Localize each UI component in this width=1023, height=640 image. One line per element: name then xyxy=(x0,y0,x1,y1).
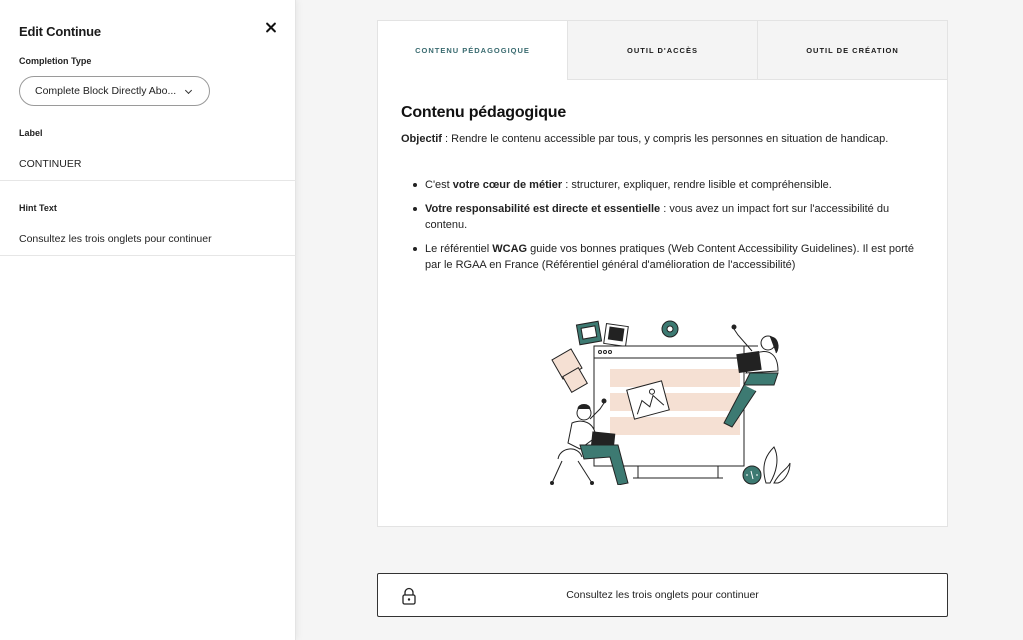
tab-bar xyxy=(378,21,947,80)
list-item: C'est votre cœur de métier : structurer, expliquer, rendre lisible et compréhensible. xyxy=(411,177,926,193)
completion-type-select[interactable] xyxy=(19,76,210,106)
completion-type-value: Complete Block Directly Abo... xyxy=(35,85,177,97)
completion-type-label: Completion Type xyxy=(19,56,92,66)
content-title: Contenu pédagogique xyxy=(401,104,567,121)
objective-text: : Rendre le contenu accessible par tous, y compris les personnes en situation de handicap. xyxy=(441,133,889,145)
tab-contenu-pedagogique[interactable]: CONTENU PÉDAGOGIQUE xyxy=(378,21,568,80)
panel-header xyxy=(19,23,279,39)
label-field-input[interactable]: CONTINUER xyxy=(19,158,82,170)
accessibility-illustration xyxy=(538,313,798,485)
hint-text-input[interactable]: Consultez les trois onglets pour continuer xyxy=(19,233,212,245)
chevron-down-icon xyxy=(185,87,192,94)
bullet-list xyxy=(411,177,926,281)
tab-outil-acces[interactable]: OUTIL D'ACCÈS xyxy=(568,21,758,80)
hint-text-label: Hint Text xyxy=(19,203,57,213)
edit-continue-panel xyxy=(0,0,296,640)
label-field-label: Label xyxy=(19,128,43,138)
list-item: Le référentiel WCAG guide vos bonnes pratiques (Web Content Accessibility Guidelines). Il est porté par le RGAA en France (Référentiel général d'amélioration de l'accessibilité) xyxy=(411,241,926,273)
objective-label: Objectif xyxy=(401,133,442,145)
divider xyxy=(0,255,296,256)
continue-button-label: Consultez les trois onglets pour continuer xyxy=(566,589,759,601)
list-item: Votre responsabilité est directe et essentielle : vous avez un impact fort sur l'accessibilité du contenu. xyxy=(411,201,926,233)
continue-button[interactable] xyxy=(377,573,948,617)
tabs-block xyxy=(377,20,948,527)
panel-title: Edit Continue xyxy=(19,24,101,39)
divider xyxy=(0,180,296,181)
objective-paragraph xyxy=(401,131,921,148)
tab-outil-creation[interactable]: OUTIL DE CRÉATION xyxy=(758,21,947,80)
lock-icon xyxy=(401,587,417,605)
close-icon[interactable] xyxy=(263,20,279,36)
